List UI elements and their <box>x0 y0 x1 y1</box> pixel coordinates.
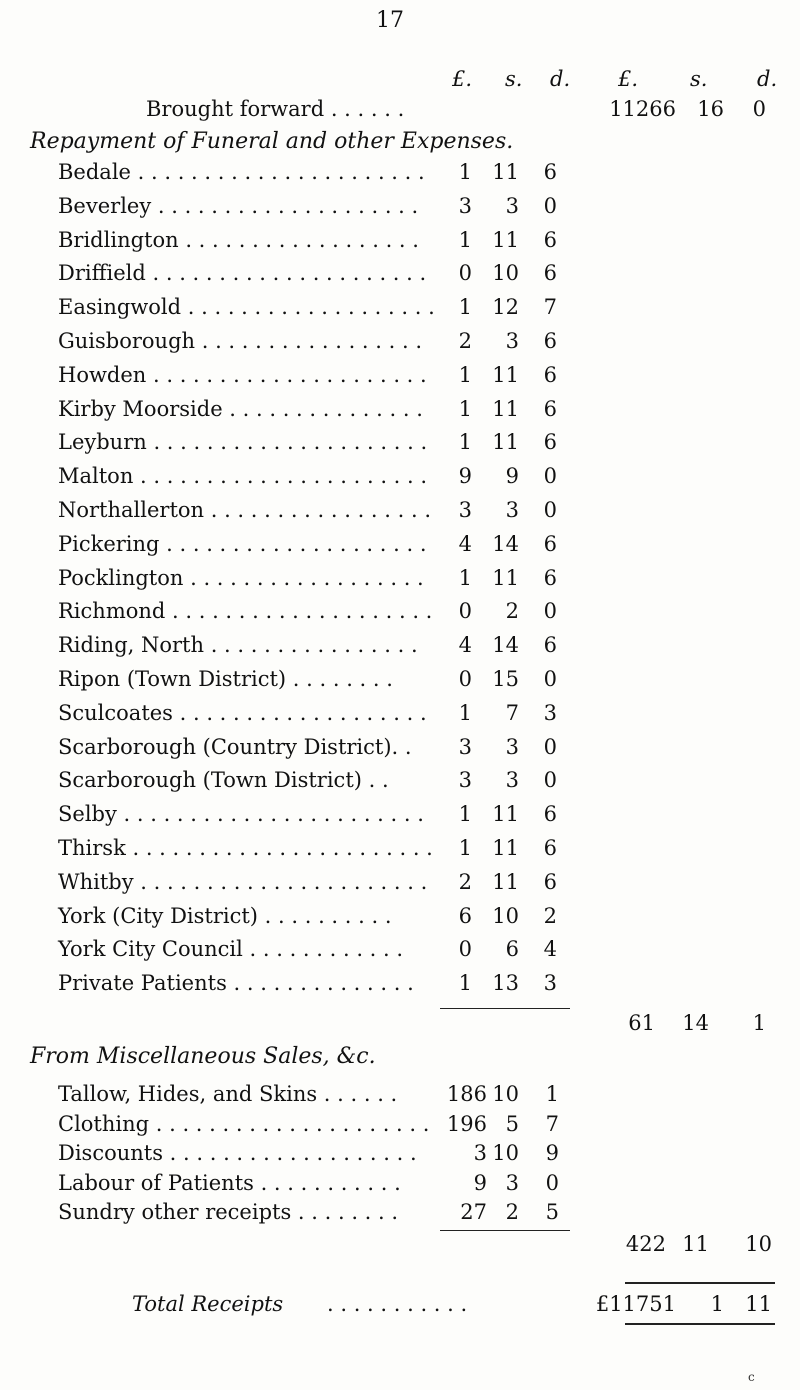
funeral-row-shillings: 3 <box>505 734 519 759</box>
funeral-row-shillings: 11 <box>492 869 519 894</box>
funeral-row <box>0 566 800 590</box>
funeral-row <box>0 498 800 522</box>
funeral-row-pounds: 0 <box>458 599 472 624</box>
funeral-subtotal-pounds: 61 <box>628 1011 655 1035</box>
funeral-row-label: Private Patients . . . . . . . . . . . . . . <box>58 971 414 996</box>
misc-row-pounds: 9 <box>473 1170 487 1195</box>
funeral-row-pence: 6 <box>543 396 557 421</box>
brought-forward-shillings: 16 <box>697 97 724 121</box>
funeral-row-pounds: 3 <box>458 734 472 759</box>
funeral-row-label: Ripon (Town District) . . . . . . . . <box>58 667 393 691</box>
funeral-row-pence: 0 <box>543 667 557 691</box>
funeral-row-shillings: 11 <box>492 836 519 860</box>
funeral-row <box>0 363 800 387</box>
funeral-row-pounds: 2 <box>458 329 472 353</box>
funeral-row-pounds: 0 <box>458 667 472 691</box>
header-pence-1: d. <box>550 67 571 91</box>
total-pounds: £11751 <box>595 1292 676 1316</box>
misc-row-shillings: 5 <box>505 1111 519 1136</box>
funeral-row-pence: 6 <box>543 430 557 455</box>
misc-row-shillings: 10 <box>492 1141 519 1166</box>
total-receipts-label: Total Receipts <box>132 1292 284 1316</box>
brought-forward-label: Brought forward . . . . . . <box>146 97 405 121</box>
funeral-row-shillings: 14 <box>492 633 519 658</box>
funeral-row-shillings: 11 <box>492 396 519 421</box>
funeral-row-pence: 6 <box>543 869 557 894</box>
brought-forward-pounds: 11266 <box>609 97 676 121</box>
funeral-row <box>0 667 800 691</box>
funeral-row-label: Howden . . . . . . . . . . . . . . . . . . . . . <box>58 362 427 387</box>
funeral-row-shillings: 11 <box>492 565 519 590</box>
misc-row-label: Discounts . . . . . . . . . . . . . . . . . . . <box>58 1141 417 1166</box>
header-pounds-2: £. <box>618 67 639 91</box>
misc-subtotal-pounds: 422 <box>625 1232 666 1256</box>
funeral-row-pounds: 9 <box>458 464 472 489</box>
funeral-row-label: Guisborough . . . . . . . . . . . . . . . . . <box>58 329 423 353</box>
misc-subtotal-pence: 10 <box>745 1232 772 1256</box>
page-number: 17 <box>376 8 404 33</box>
funeral-row-label: Bridlington . . . . . . . . . . . . . . . . . . <box>58 227 419 252</box>
funeral-row <box>0 532 800 556</box>
misc-row <box>0 1082 800 1106</box>
funeral-row-pounds: 1 <box>458 295 472 320</box>
funeral-row-pence: 6 <box>543 227 557 252</box>
misc-row-pence: 9 <box>545 1141 559 1166</box>
funeral-row-shillings: 13 <box>492 971 519 996</box>
funeral-row-label: Malton . . . . . . . . . . . . . . . . . . . . . . <box>58 464 428 489</box>
total-receipts-leader: . . . . . . . . . . . <box>327 1292 468 1316</box>
funeral-row-shillings: 15 <box>492 667 519 691</box>
funeral-row <box>0 430 800 454</box>
funeral-row-pence: 6 <box>543 531 557 556</box>
funeral-row-shillings: 3 <box>505 768 519 793</box>
funeral-row <box>0 904 800 928</box>
funeral-row <box>0 329 800 353</box>
funeral-row-pounds: 3 <box>458 193 472 218</box>
funeral-row-shillings: 14 <box>492 531 519 556</box>
funeral-row-shillings: 3 <box>505 329 519 353</box>
funeral-row-pence: 6 <box>543 362 557 387</box>
funeral-row-label: Leyburn . . . . . . . . . . . . . . . . . . . . . <box>58 430 428 455</box>
funeral-row-shillings: 3 <box>505 193 519 218</box>
funeral-row-shillings: 11 <box>492 227 519 252</box>
funeral-row-shillings: 11 <box>492 362 519 387</box>
funeral-row-pounds: 1 <box>458 227 472 252</box>
funeral-row-pounds: 4 <box>458 633 472 658</box>
funeral-row-pence: 6 <box>543 633 557 658</box>
misc-row <box>0 1171 800 1195</box>
signature-mark: c <box>748 1370 755 1384</box>
misc-row-shillings: 3 <box>505 1170 519 1195</box>
funeral-row <box>0 295 800 319</box>
funeral-row-shillings: 10 <box>492 903 519 928</box>
funeral-row-shillings: 11 <box>492 802 519 827</box>
funeral-row-pounds: 6 <box>458 903 472 928</box>
funeral-row-label: Easingwold . . . . . . . . . . . . . . . . . . . <box>58 295 435 320</box>
funeral-row-pounds: 1 <box>458 802 472 827</box>
misc-row-pounds: 196 <box>446 1111 487 1136</box>
header-pounds-1: £. <box>452 67 473 91</box>
misc-row-pence: 0 <box>545 1170 559 1195</box>
funeral-row <box>0 735 800 759</box>
funeral-row <box>0 194 800 218</box>
funeral-row <box>0 599 800 623</box>
funeral-row <box>0 633 800 657</box>
funeral-row <box>0 160 800 184</box>
misc-row <box>0 1112 800 1136</box>
header-pence-2: d. <box>757 67 778 91</box>
funeral-row-label: York City Council . . . . . . . . . . . . <box>58 937 404 962</box>
funeral-row-label: Pickering . . . . . . . . . . . . . . . . . . . . <box>58 531 427 556</box>
funeral-row-pence: 3 <box>543 700 557 725</box>
funeral-row <box>0 971 800 995</box>
funeral-subtotal-rule <box>440 1008 570 1009</box>
funeral-row <box>0 261 800 285</box>
misc-subtotal-shillings: 11 <box>682 1232 709 1256</box>
funeral-row-pence: 0 <box>543 599 557 624</box>
header-shillings-1: s. <box>505 67 523 91</box>
funeral-subtotal-shillings: 14 <box>682 1011 709 1035</box>
funeral-row-label: Sculcoates . . . . . . . . . . . . . . . . . . . <box>58 700 427 725</box>
funeral-row-shillings: 6 <box>505 937 519 962</box>
funeral-row <box>0 870 800 894</box>
funeral-row-label: Thirsk . . . . . . . . . . . . . . . . . . . . . . . <box>58 836 433 860</box>
funeral-row-label: Driffield . . . . . . . . . . . . . . . . . . . . . <box>58 261 427 286</box>
misc-row-label: Sundry other receipts . . . . . . . . <box>58 1200 399 1225</box>
funeral-row-pounds: 3 <box>458 768 472 793</box>
funeral-row <box>0 768 800 792</box>
funeral-row-pence: 4 <box>543 937 557 962</box>
brought-forward-pence: 0 <box>752 97 766 121</box>
funeral-row-label: Northallerton . . . . . . . . . . . . . . . . . <box>58 498 432 522</box>
funeral-row-label: Kirby Moorside . . . . . . . . . . . . . . . <box>58 396 423 421</box>
funeral-row-pence: 7 <box>543 295 557 320</box>
funeral-row-label: Riding, North . . . . . . . . . . . . . . . . <box>58 633 418 658</box>
misc-row-pence: 5 <box>545 1200 559 1225</box>
total-pence: 11 <box>745 1292 772 1316</box>
funeral-row-pounds: 0 <box>458 937 472 962</box>
funeral-row-pence: 6 <box>543 329 557 353</box>
funeral-subtotal-pence: 1 <box>752 1011 766 1035</box>
funeral-row-shillings: 12 <box>492 295 519 320</box>
funeral-row-pence: 0 <box>543 498 557 522</box>
total-top-rule <box>625 1282 775 1284</box>
misc-row-pounds: 3 <box>473 1141 487 1166</box>
funeral-row-pounds: 3 <box>458 498 472 522</box>
funeral-row-pounds: 2 <box>458 869 472 894</box>
funeral-row <box>0 397 800 421</box>
funeral-row-label: Bedale . . . . . . . . . . . . . . . . . . . . . . <box>58 160 425 184</box>
funeral-row-shillings: 3 <box>505 498 519 522</box>
misc-row-pence: 1 <box>545 1082 559 1106</box>
funeral-row-pence: 6 <box>543 802 557 827</box>
funeral-row-label: Scarborough (Country District). . <box>58 734 412 759</box>
funeral-row-pounds: 1 <box>458 396 472 421</box>
funeral-row <box>0 937 800 961</box>
funeral-section-heading: Repayment of Funeral and other Expenses. <box>30 129 514 154</box>
funeral-row-pounds: 1 <box>458 565 472 590</box>
funeral-row-label: Richmond . . . . . . . . . . . . . . . . . . . . <box>58 599 433 624</box>
funeral-row-pence: 3 <box>543 971 557 996</box>
funeral-row-pounds: 1 <box>458 700 472 725</box>
misc-row-pounds: 27 <box>460 1200 487 1225</box>
funeral-row-pence: 6 <box>543 261 557 286</box>
funeral-row-pence: 0 <box>543 193 557 218</box>
funeral-row-pence: 6 <box>543 565 557 590</box>
misc-row <box>0 1141 800 1165</box>
funeral-row <box>0 836 800 860</box>
funeral-row-pounds: 1 <box>458 362 472 387</box>
funeral-row-pounds: 1 <box>458 160 472 184</box>
funeral-row-shillings: 10 <box>492 261 519 286</box>
funeral-row-shillings: 11 <box>492 430 519 455</box>
funeral-row-shillings: 2 <box>505 599 519 624</box>
funeral-row-pence: 0 <box>543 734 557 759</box>
misc-row-label: Clothing . . . . . . . . . . . . . . . . . . . . . <box>58 1111 430 1136</box>
funeral-row-shillings: 7 <box>505 700 519 725</box>
misc-row-pounds: 186 <box>446 1082 487 1106</box>
total-bottom-rule <box>625 1323 775 1325</box>
misc-row-shillings: 10 <box>492 1082 519 1106</box>
funeral-row-shillings: 9 <box>505 464 519 489</box>
funeral-row-pounds: 1 <box>458 836 472 860</box>
misc-row-pence: 7 <box>545 1111 559 1136</box>
funeral-row-label: York (City District) . . . . . . . . . . <box>58 903 392 928</box>
funeral-row-shillings: 11 <box>492 160 519 184</box>
funeral-row <box>0 464 800 488</box>
funeral-row <box>0 228 800 252</box>
funeral-row-pence: 2 <box>543 903 557 928</box>
funeral-row-label: Selby . . . . . . . . . . . . . . . . . . . . . . . <box>58 802 424 827</box>
funeral-row-label: Scarborough (Town District) . . <box>58 768 389 793</box>
header-shillings-2: s. <box>690 67 708 91</box>
funeral-row <box>0 701 800 725</box>
funeral-row-pence: 0 <box>543 768 557 793</box>
funeral-row-pence: 0 <box>543 464 557 489</box>
funeral-row <box>0 802 800 826</box>
funeral-row-label: Beverley . . . . . . . . . . . . . . . . . . . . <box>58 193 419 218</box>
funeral-row-pounds: 0 <box>458 261 472 286</box>
funeral-row-label: Pocklington . . . . . . . . . . . . . . . . . . <box>58 565 424 590</box>
misc-row-label: Labour of Patients . . . . . . . . . . . <box>58 1170 401 1195</box>
misc-row <box>0 1200 800 1224</box>
misc-row-shillings: 2 <box>505 1200 519 1225</box>
misc-section-heading: From Miscellaneous Sales, &c. <box>30 1044 376 1069</box>
misc-subtotal-rule <box>440 1230 570 1231</box>
funeral-row-pounds: 4 <box>458 531 472 556</box>
funeral-row-pence: 6 <box>543 160 557 184</box>
funeral-row-pounds: 1 <box>458 971 472 996</box>
funeral-row-label: Whitby . . . . . . . . . . . . . . . . . . . . . . <box>58 869 428 894</box>
funeral-row-pounds: 1 <box>458 430 472 455</box>
misc-row-label: Tallow, Hides, and Skins . . . . . . <box>58 1082 398 1106</box>
funeral-row-pence: 6 <box>543 836 557 860</box>
total-shillings: 1 <box>710 1292 724 1316</box>
